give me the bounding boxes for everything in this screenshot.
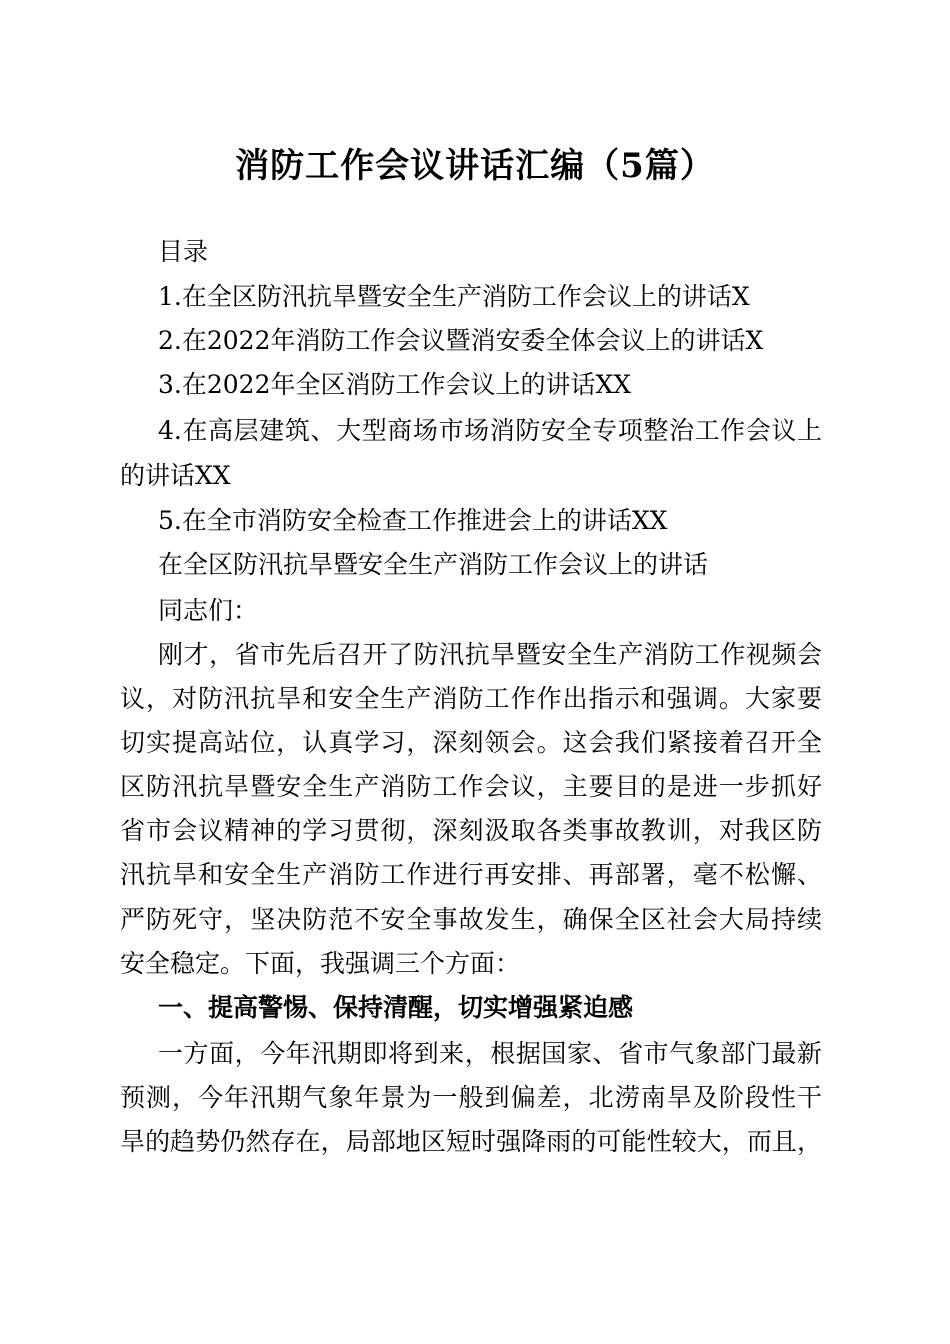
paragraph-line: 汛抗旱和安全生产消防工作进行再安排、再部署，毫不松懈、 bbox=[120, 860, 822, 889]
toc-heading: 目录 bbox=[158, 237, 209, 266]
paragraph-line: 预测，今年汛期气象年景为一般到偏差，北涝南旱及阶段性干 bbox=[120, 1083, 822, 1112]
toc-item: 2.在2022年消防工作会议暨消安委全体会议上的讲话X bbox=[158, 326, 764, 355]
toc-item-continuation: 的讲话XX bbox=[120, 461, 231, 490]
salutation: 同志们： bbox=[158, 596, 259, 625]
speech-title: 在全区防汛抗旱暨安全生产消防工作会议上的讲话 bbox=[158, 550, 709, 579]
paragraph-line: 议，对防汛抗旱和安全生产消防工作作出指示和强调。大家要 bbox=[120, 684, 822, 713]
toc-item: 3.在2022年全区消防工作会议上的讲话XX bbox=[158, 370, 632, 399]
toc-item: 5.在全市消防安全检查工作推进会上的讲话XX bbox=[158, 506, 668, 535]
toc-item: 4.在高层建筑、大型商场市场消防安全专项整治工作会议上 bbox=[158, 416, 822, 445]
paragraph-line: 刚才，省市先后召开了防汛抗旱暨安全生产消防工作视频会 bbox=[158, 640, 822, 669]
paragraph-line: 省市会议精神的学习贯彻，深刻汲取各类事故教训，对我区防 bbox=[120, 816, 822, 845]
paragraph-line: 安全稳定。下面，我强调三个方面： bbox=[120, 949, 521, 978]
toc-item: 1.在全区防汛抗旱暨安全生产消防工作会议上的讲话X bbox=[158, 282, 750, 311]
paragraph-line: 旱的趋势仍然存在，局部地区短时强降雨的可能性较大，而且， bbox=[120, 1127, 822, 1156]
paragraph-line: 严防死守，坚决防范不安全事故发生，确保全区社会大局持续 bbox=[120, 905, 822, 934]
section-heading: 一、提高警惕、保持清醒，切实增强紧迫感 bbox=[158, 993, 634, 1022]
paragraph-line: 一方面，今年汛期即将到来，根据国家、省市气象部门最新 bbox=[158, 1039, 822, 1068]
document-title: 消防工作会议讲话汇编（5篇） bbox=[235, 146, 715, 186]
paragraph-line: 切实提高站位，认真学习，深刻领会。这会我们紧接着召开全 bbox=[120, 728, 822, 757]
paragraph-line: 区防汛抗旱暨安全生产消防工作会议，主要目的是进一步抓好 bbox=[120, 772, 822, 801]
